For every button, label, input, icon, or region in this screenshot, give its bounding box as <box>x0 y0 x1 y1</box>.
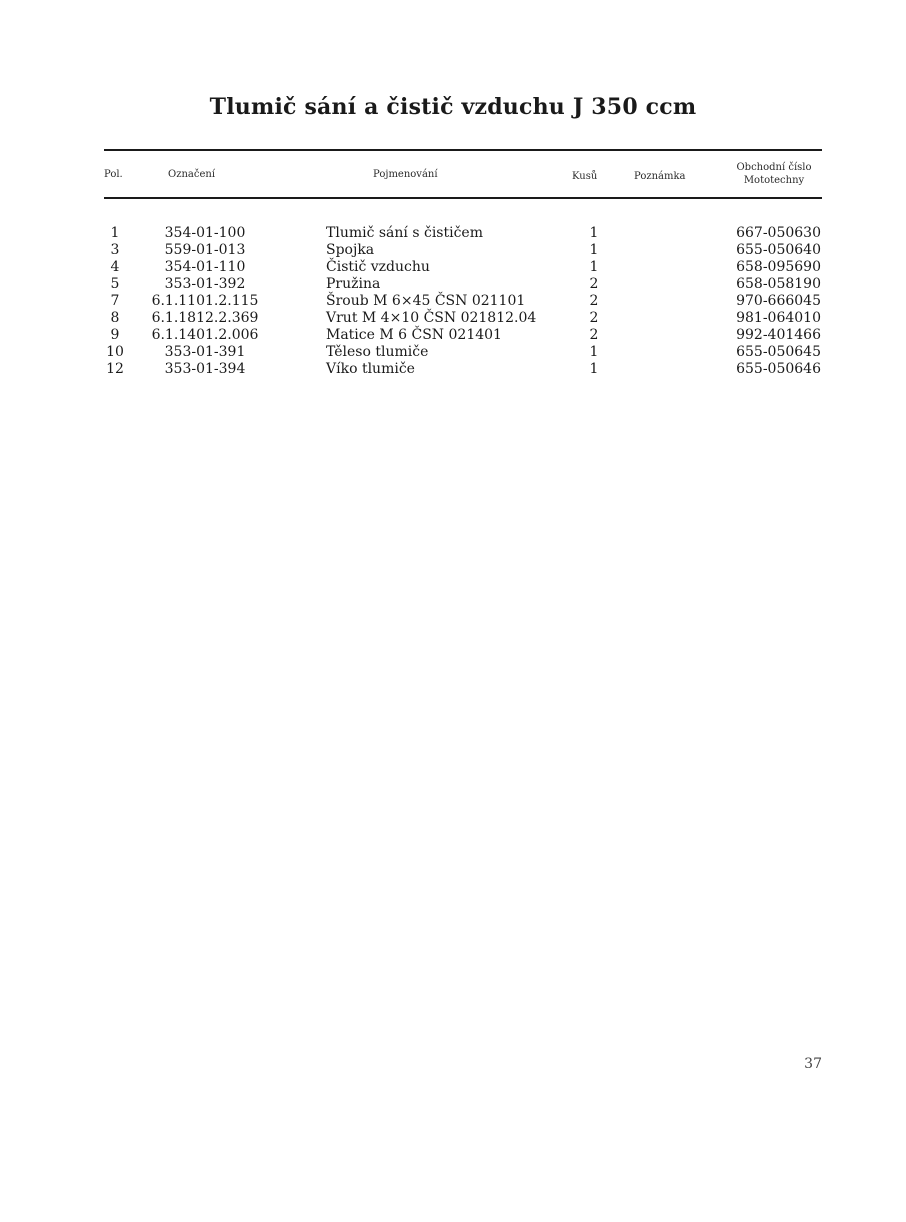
cell-pojmenovani: Spojka <box>326 242 375 258</box>
cell-pol: 8 <box>110 310 120 326</box>
cell-kusu: 1 <box>589 344 599 360</box>
cell-oznaceni: 6.1.1401.2.006 <box>151 327 259 343</box>
cell-oznaceni: 354-01-110 <box>164 259 246 275</box>
cell-pol: 1 <box>110 225 120 241</box>
cell-pojmenovani: Těleso tlumiče <box>326 344 429 360</box>
cell-pol: 12 <box>106 361 124 377</box>
table-row <box>0 293 906 310</box>
cell-oznaceni: 353-01-394 <box>164 361 246 377</box>
cell-obchodni: 655-050646 <box>736 361 821 377</box>
cell-pojmenovani: Čistič vzduchu <box>326 259 430 275</box>
cell-kusu: 1 <box>589 242 599 258</box>
table-header-rule <box>104 197 822 199</box>
header-pojmenovani: Pojmenování <box>373 169 438 180</box>
cell-kusu: 1 <box>589 225 599 241</box>
page-number: 37 <box>804 1056 822 1072</box>
cell-pojmenovani: Pružina <box>326 276 381 292</box>
header-oznaceni: Označení <box>168 169 216 180</box>
table-row <box>0 310 906 327</box>
cell-kusu: 2 <box>589 276 599 292</box>
cell-obchodni: 655-050640 <box>736 242 821 258</box>
header-kusu: Kusů <box>572 171 598 182</box>
table-row <box>0 276 906 293</box>
cell-pol: 10 <box>106 344 124 360</box>
cell-oznaceni: 559-01-013 <box>164 242 246 258</box>
cell-obchodni: 658-058190 <box>736 276 821 292</box>
cell-pol: 5 <box>110 276 120 292</box>
cell-pol: 7 <box>110 293 120 309</box>
cell-obchodni: 658-095690 <box>736 259 821 275</box>
table-row <box>0 259 906 276</box>
cell-oznaceni: 353-01-391 <box>164 344 246 360</box>
cell-pojmenovani: Matice M 6 ČSN 021401 <box>326 327 502 343</box>
header-pol: Pol. <box>104 169 123 180</box>
table-row <box>0 327 906 344</box>
table-top-rule <box>104 149 822 151</box>
cell-oznaceni: 354-01-100 <box>164 225 246 241</box>
header-obchodni-line1: Obchodní číslo <box>736 162 812 173</box>
cell-pojmenovani: Tlumič sání s čističem <box>326 225 483 241</box>
page-title: Tlumič sání a čistič vzduchu J 350 ccm <box>209 94 697 120</box>
cell-obchodni: 655-050645 <box>736 344 821 360</box>
table-row <box>0 242 906 259</box>
cell-kusu: 2 <box>589 310 599 326</box>
header-poznamka: Poznámka <box>634 171 686 182</box>
header-obchodni-cislo <box>724 161 824 187</box>
cell-kusu: 1 <box>589 361 599 377</box>
parts-table-body <box>0 225 906 378</box>
cell-oznaceni: 6.1.1101.2.115 <box>151 293 259 309</box>
cell-oznaceni: 353-01-392 <box>164 276 246 292</box>
cell-kusu: 2 <box>589 293 599 309</box>
cell-pojmenovani: Vrut M 4×10 ČSN 021812.04 <box>326 310 537 326</box>
table-row <box>0 344 906 361</box>
cell-pol: 9 <box>110 327 120 343</box>
cell-pojmenovani: Víko tlumiče <box>326 361 415 377</box>
table-row <box>0 361 906 378</box>
cell-oznaceni: 6.1.1812.2.369 <box>151 310 259 326</box>
cell-pol: 3 <box>110 242 120 258</box>
cell-pojmenovani: Šroub M 6×45 ČSN 021101 <box>326 293 526 309</box>
cell-obchodni: 992-401466 <box>736 327 821 343</box>
cell-obchodni: 970-666045 <box>736 293 821 309</box>
header-obchodni-line2: Mototechny <box>743 175 805 186</box>
cell-pol: 4 <box>110 259 120 275</box>
cell-obchodni: 981-064010 <box>736 310 821 326</box>
cell-obchodni: 667-050630 <box>736 225 821 241</box>
cell-kusu: 1 <box>589 259 599 275</box>
cell-kusu: 2 <box>589 327 599 343</box>
table-row <box>0 225 906 242</box>
